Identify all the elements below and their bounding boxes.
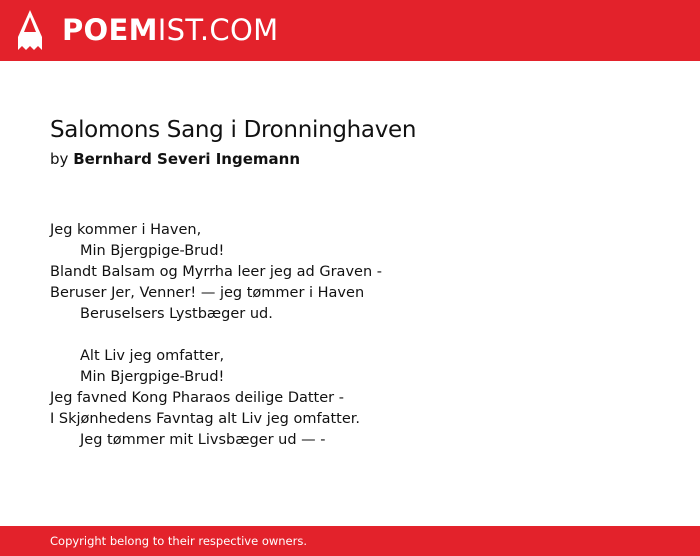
site-footer: [0, 526, 700, 556]
site-logo[interactable]: [62, 13, 278, 47]
poem-line: Beruser Jer, Venner! — jeg tømmer i Haven: [50, 285, 365, 301]
poem-body: [50, 220, 382, 451]
poem-line: Min Bjergpige-Brud!: [80, 243, 225, 259]
logo-text-bold: POEM: [62, 13, 158, 47]
logo-text-light: IST.COM: [157, 13, 279, 47]
poem-line: Jeg favned Kong Pharaos deilige Datter -: [50, 390, 344, 406]
site-header: [0, 0, 700, 61]
pencil-icon[interactable]: [18, 10, 42, 52]
poem-line: Beruselsers Lystbæger ud.: [80, 306, 273, 322]
poem-line: Blandt Balsam og Myrrha leer jeg ad Graven -: [50, 264, 382, 280]
poem-line: Jeg tømmer mit Livsbæger ud — -: [80, 432, 326, 448]
poem-line: Min Bjergpige-Brud!: [80, 369, 225, 385]
by-label: by: [50, 150, 69, 168]
poem-byline: [50, 150, 300, 168]
poem-line: Alt Liv jeg omfatter,: [80, 348, 225, 364]
stanza-gap: [50, 325, 382, 346]
copyright-text: Copyright belong to their respective owners.: [50, 534, 308, 548]
author-name: Bernhard Severi Ingemann: [73, 150, 300, 168]
poem-line: I Skjønhedens Favntag alt Liv jeg omfatter.: [50, 411, 361, 427]
poem-title: Salomons Sang i Dronninghaven: [50, 117, 417, 143]
poem-line: Jeg kommer i Haven,: [50, 222, 202, 238]
